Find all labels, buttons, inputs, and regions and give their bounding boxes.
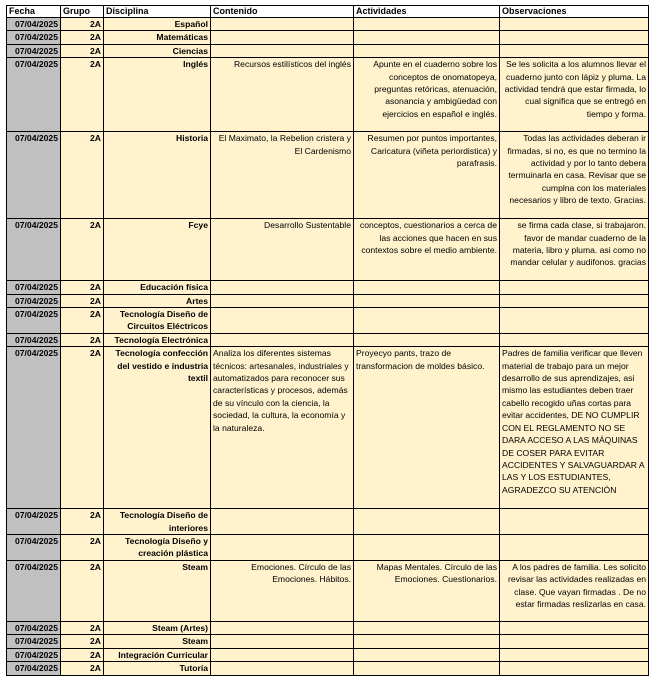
cell-fecha[interactable]: 07/04/2025 <box>7 621 61 634</box>
cell-grupo[interactable]: 2A <box>61 58 104 132</box>
schedule-table <box>6 5 649 676</box>
cell-actividades[interactable] <box>354 44 500 57</box>
cell-contenido[interactable] <box>211 308 354 334</box>
table-row <box>7 509 649 535</box>
table-row <box>7 621 649 634</box>
cell-actividades[interactable] <box>354 635 500 648</box>
cell-contenido[interactable] <box>211 281 354 294</box>
cell-observaciones[interactable]: A los padres de familia. Les solicito revisar las actividades realizadas en clase. Que vayan firmadas . De no estar firmadas reslizarlas en casa. <box>500 560 649 621</box>
cell-observaciones[interactable] <box>500 535 649 561</box>
header-grupo: Grupo <box>61 6 104 18</box>
table-row <box>7 219 649 281</box>
cell-fecha[interactable]: 07/04/2025 <box>7 18 61 31</box>
cell-disciplina[interactable]: Integración Curricular <box>104 648 211 661</box>
cell-fecha[interactable]: 07/04/2025 <box>7 31 61 44</box>
cell-observaciones[interactable] <box>500 621 649 634</box>
cell-actividades[interactable]: conceptos, cuestionarios a cerca de las acciones que hacen en sus contextos sobre el medio ambiente. <box>354 219 500 281</box>
cell-observaciones[interactable] <box>500 281 649 294</box>
cell-grupo[interactable]: 2A <box>61 18 104 31</box>
cell-observaciones[interactable] <box>500 333 649 346</box>
cell-observaciones[interactable]: Padres de familia verificar que lleven material de trabajo para un mejor desarrollo de sus aprendizajes, asi mismo las estudiantes deben traer cabello recogido uñas cortas para evitar accidentes, DE NO CUMPLIR CON EL REGLAMENTO NO SE DARA ACCESO A LAS MÁQUINAS DE COSER PARA EVITAR ACCIDENTES Y SALVAGUARDAR A LAS Y LOS ESTUDIANTES, AGRADEZCO SU ATENCIÓN <box>500 347 649 509</box>
cell-contenido[interactable]: El Maximato, la Rebelion cristera y El Cardenismo <box>211 132 354 219</box>
table-row <box>7 662 649 675</box>
cell-contenido[interactable] <box>211 535 354 561</box>
cell-actividades[interactable]: Mapas Mentales. Círculo de las Emociones. Cuestionarios. <box>354 560 500 621</box>
cell-disciplina[interactable]: Tecnología Diseño y creación plástica <box>104 535 211 561</box>
cell-observaciones[interactable] <box>500 44 649 57</box>
cell-grupo[interactable]: 2A <box>61 621 104 634</box>
cell-disciplina[interactable]: Español <box>104 18 211 31</box>
cell-contenido[interactable]: Recursos estilísticos del inglés <box>211 58 354 132</box>
cell-disciplina[interactable]: Inglés <box>104 58 211 132</box>
cell-fecha[interactable]: 07/04/2025 <box>7 535 61 561</box>
cell-fecha[interactable]: 07/04/2025 <box>7 44 61 57</box>
cell-observaciones[interactable] <box>500 31 649 44</box>
cell-fecha[interactable]: 07/04/2025 <box>7 132 61 219</box>
cell-disciplina[interactable]: Tecnología Diseño de Circuitos Eléctricos <box>104 308 211 334</box>
cell-grupo[interactable]: 2A <box>61 281 104 294</box>
cell-grupo[interactable]: 2A <box>61 509 104 535</box>
cell-observaciones[interactable]: se firma cada clase, si trabajaron. favor de mandar cuaderno de la materia, libro y pluma. asi como no mandar celular y audifonos. gracias <box>500 219 649 281</box>
cell-actividades[interactable]: Resumen por puntos importantes, Caricatura (viñeta periordistica) y parafrasis. <box>354 132 500 219</box>
cell-grupo[interactable]: 2A <box>61 333 104 346</box>
cell-fecha[interactable]: 07/04/2025 <box>7 294 61 307</box>
table-row <box>7 560 649 621</box>
table-row <box>7 31 649 44</box>
table-row <box>7 281 649 294</box>
table-row <box>7 347 649 509</box>
cell-disciplina[interactable]: Ciencias <box>104 44 211 57</box>
cell-grupo[interactable]: 2A <box>61 294 104 307</box>
cell-actividades[interactable] <box>354 535 500 561</box>
cell-disciplina[interactable]: Tecnología Electrónica <box>104 333 211 346</box>
cell-actividades[interactable] <box>354 308 500 334</box>
cell-disciplina[interactable]: Steam (Artes) <box>104 621 211 634</box>
cell-observaciones[interactable] <box>500 18 649 31</box>
table-row <box>7 535 649 561</box>
cell-contenido[interactable] <box>211 662 354 675</box>
cell-contenido[interactable] <box>211 31 354 44</box>
cell-grupo[interactable]: 2A <box>61 648 104 661</box>
cell-disciplina[interactable]: Fcye <box>104 219 211 281</box>
header-disciplina: Disciplina <box>104 6 211 18</box>
cell-contenido[interactable]: Emociones. Círculo de las Emociones. Hábitos. <box>211 560 354 621</box>
cell-actividades[interactable] <box>354 281 500 294</box>
cell-contenido[interactable] <box>211 44 354 57</box>
cell-fecha[interactable]: 07/04/2025 <box>7 662 61 675</box>
cell-grupo[interactable]: 2A <box>61 31 104 44</box>
cell-actividades[interactable] <box>354 509 500 535</box>
header-observaciones: Observaciones <box>500 6 649 18</box>
header-actividades: Actividades <box>354 6 500 18</box>
cell-actividades[interactable] <box>354 31 500 44</box>
cell-disciplina[interactable]: Tecnología Diseño de interiores <box>104 509 211 535</box>
cell-grupo[interactable]: 2A <box>61 219 104 281</box>
cell-contenido[interactable] <box>211 333 354 346</box>
cell-contenido[interactable] <box>211 635 354 648</box>
header-fecha: Fecha <box>7 6 61 18</box>
cell-fecha[interactable]: 07/04/2025 <box>7 347 61 509</box>
cell-fecha[interactable]: 07/04/2025 <box>7 648 61 661</box>
cell-disciplina[interactable]: Steam <box>104 560 211 621</box>
cell-fecha[interactable]: 07/04/2025 <box>7 333 61 346</box>
cell-disciplina[interactable]: Tutoría <box>104 662 211 675</box>
table-row <box>7 308 649 334</box>
cell-contenido[interactable] <box>211 509 354 535</box>
cell-grupo[interactable]: 2A <box>61 44 104 57</box>
table-row <box>7 58 649 132</box>
cell-fecha[interactable]: 07/04/2025 <box>7 281 61 294</box>
cell-contenido[interactable]: Desarrollo Sustentable <box>211 219 354 281</box>
table-row <box>7 44 649 57</box>
cell-observaciones[interactable] <box>500 294 649 307</box>
cell-grupo[interactable]: 2A <box>61 662 104 675</box>
cell-actividades[interactable] <box>354 18 500 31</box>
table-row <box>7 18 649 31</box>
cell-disciplina[interactable]: Historia <box>104 132 211 219</box>
cell-observaciones[interactable] <box>500 635 649 648</box>
table-row <box>7 648 649 661</box>
cell-grupo[interactable]: 2A <box>61 560 104 621</box>
cell-actividades[interactable]: Proyecyo pants, trazo de transformacion de moldes básico. <box>354 347 500 509</box>
cell-disciplina[interactable]: Matemáticas <box>104 31 211 44</box>
cell-grupo[interactable]: 2A <box>61 535 104 561</box>
cell-actividades[interactable] <box>354 662 500 675</box>
cell-actividades[interactable]: Apunte en el cuaderno sobre los conceptos de onomatopeya, preguntas retóricas, atenuación, asonancia y ambigüedad con ejercicios en español e inglés. <box>354 58 500 132</box>
cell-fecha[interactable]: 07/04/2025 <box>7 635 61 648</box>
cell-fecha[interactable]: 07/04/2025 <box>7 509 61 535</box>
cell-observaciones[interactable] <box>500 662 649 675</box>
cell-disciplina[interactable]: Educación física <box>104 281 211 294</box>
cell-grupo[interactable]: 2A <box>61 635 104 648</box>
cell-fecha[interactable]: 07/04/2025 <box>7 308 61 334</box>
cell-observaciones[interactable] <box>500 648 649 661</box>
cell-contenido[interactable] <box>211 294 354 307</box>
cell-actividades[interactable] <box>354 648 500 661</box>
cell-grupo[interactable]: 2A <box>61 347 104 509</box>
table-row <box>7 333 649 346</box>
cell-fecha[interactable]: 07/04/2025 <box>7 219 61 281</box>
cell-disciplina[interactable]: Steam <box>104 635 211 648</box>
header-contenido: Contenido <box>211 6 354 18</box>
cell-grupo[interactable]: 2A <box>61 132 104 219</box>
cell-observaciones[interactable] <box>500 308 649 334</box>
cell-actividades[interactable] <box>354 333 500 346</box>
cell-grupo[interactable]: 2A <box>61 308 104 334</box>
cell-contenido[interactable] <box>211 18 354 31</box>
table-row <box>7 132 649 219</box>
cell-disciplina[interactable]: Artes <box>104 294 211 307</box>
cell-observaciones[interactable]: Todas las actividades deberan ir firmadas, si no, es que no termino la actividad y por lo tanto debera termuinarla en casa. Revisar que se cumplna con los materiales necesarios y libro de texto. Gracias. <box>500 132 649 219</box>
header-row <box>7 6 649 18</box>
cell-actividades[interactable] <box>354 621 500 634</box>
table-row <box>7 294 649 307</box>
cell-observaciones[interactable]: Se les solicita a los alumnos llevar el cuaderno junto con lápiz y pluma. La actividad tendrá que estar firmada, lo cual significa que se entregó en tiempo y forma. <box>500 58 649 132</box>
cell-contenido[interactable]: Analiza los diferentes sistemas técnicos: artesanales, industriales y automatizados para reconocer sus características y procesos, además de su vínculo con la ciencia, la sociedad, la cultura, la economía y la naturaleza. <box>211 347 354 509</box>
cell-contenido[interactable] <box>211 621 354 634</box>
cell-disciplina[interactable]: Tecnología confección del vestido e industria textil <box>104 347 211 509</box>
cell-observaciones[interactable] <box>500 509 649 535</box>
cell-fecha[interactable]: 07/04/2025 <box>7 560 61 621</box>
cell-contenido[interactable] <box>211 648 354 661</box>
cell-fecha[interactable]: 07/04/2025 <box>7 58 61 132</box>
table-row <box>7 635 649 648</box>
cell-actividades[interactable] <box>354 294 500 307</box>
